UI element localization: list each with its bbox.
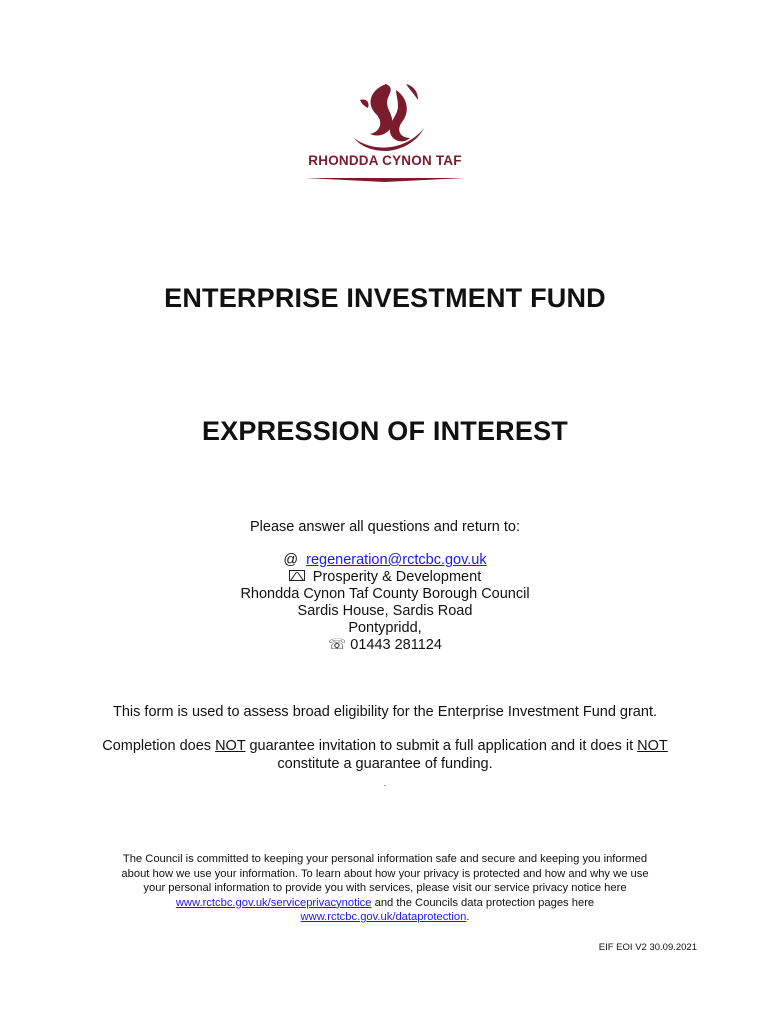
phone-line <box>0 637 770 654</box>
page-subtitle: EXPRESSION OF INTEREST <box>202 416 568 446</box>
document-reference: EIF EOI V2 30.09.2021 <box>598 942 697 953</box>
service-privacy-link[interactable]: www.rctcbc.gov.uk/serviceprivacynotice <box>175 896 372 909</box>
logo-underline <box>305 176 465 182</box>
at-icon: @ <box>283 552 299 568</box>
completion-text: Completion does NOT guarantee invitation to submit a full application and it does it NOT constitute a guarantee of funding. . <box>102 738 668 788</box>
eligibility-text: This form is used to assess broad eligibility for the Enterprise Investment Fund grant. <box>113 704 657 720</box>
not-emphasis-2: NOT <box>637 738 668 754</box>
address-line-2: Rhondda Cynon Taf County Borough Council <box>240 586 530 602</box>
contact-block <box>0 552 770 654</box>
data-protection-link[interactable]: www.rctcbc.gov.uk/dataprotection <box>300 911 467 923</box>
email-link[interactable]: regeneration@rctcbc.gov.uk <box>306 552 487 568</box>
email-line <box>0 552 770 569</box>
privacy-notice: The Council is committed to keeping your personal information safe and secure and keeping you informed about how we use your information. To learn about how your privacy is protected and how and why we use your personal information to provide you with services, please visit our service privacy notice here www.rctcbc.gov.uk/serviceprivacynotice and the Councils data protection pages here www.rctcbc.gov.uk/dataprotection. <box>121 853 649 923</box>
stray-dot: . <box>383 778 387 788</box>
phone-number: 01443 281124 <box>350 637 442 653</box>
council-logo <box>300 80 470 190</box>
contact-intro: Please answer all questions and return to: <box>249 519 521 535</box>
not-emphasis-1: NOT <box>215 738 246 754</box>
address-line-4: Pontypridd, <box>348 620 422 636</box>
dragon-logo-icon <box>340 80 430 152</box>
phone-icon: ☏ <box>328 637 347 653</box>
envelope-icon <box>289 570 305 581</box>
address-line-3: Sardis House, Sardis Road <box>297 603 473 619</box>
page-title: ENTERPRISE INVESTMENT FUND <box>164 283 606 313</box>
logo-text: RHONDDA CYNON TAF <box>308 153 462 168</box>
address-line-1: Prosperity & Development <box>0 569 770 586</box>
